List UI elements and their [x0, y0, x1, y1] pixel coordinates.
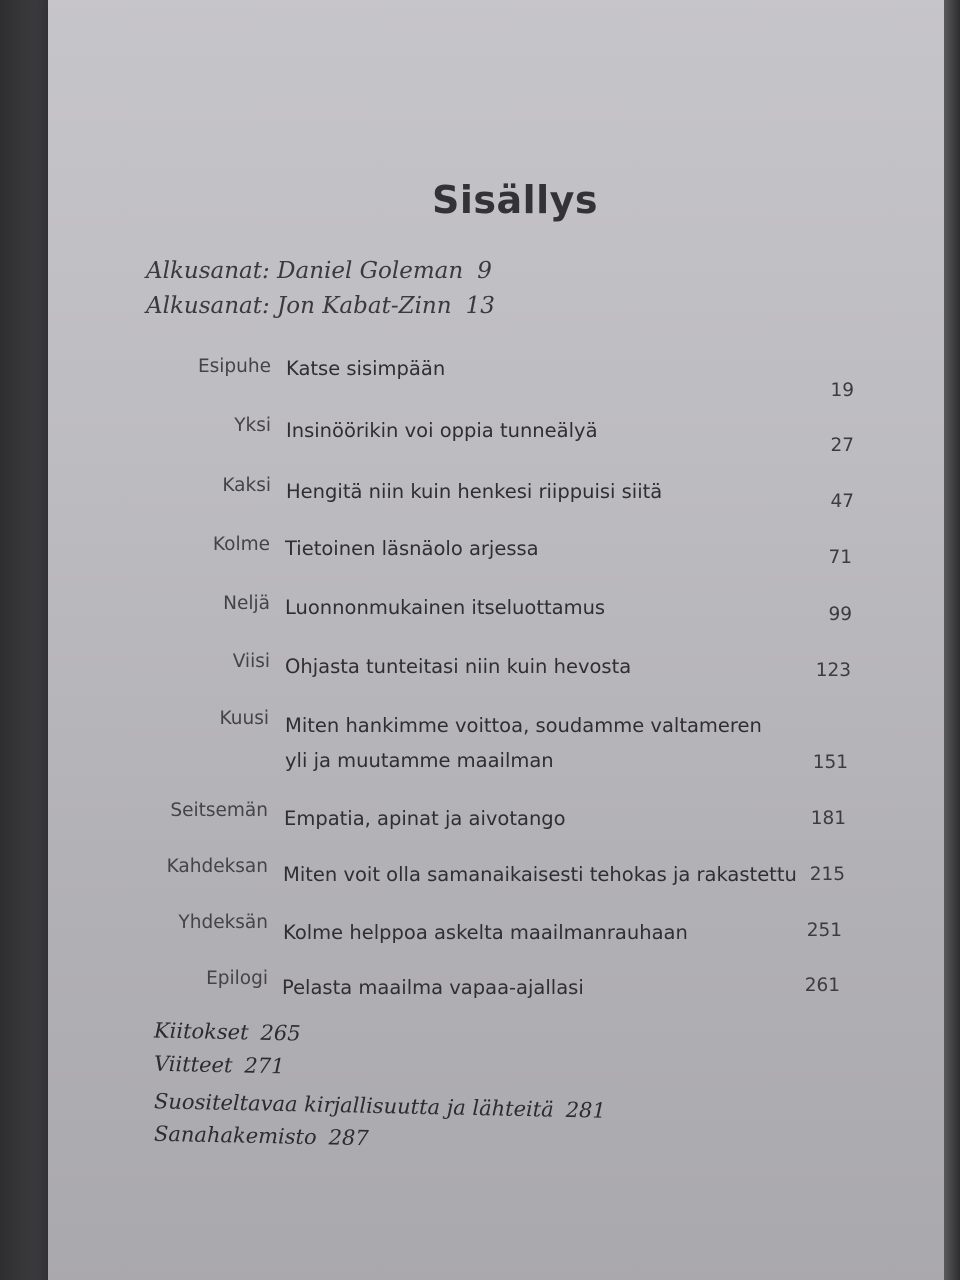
chapter-title: Empatia, apinat ja aivotango	[284, 807, 566, 830]
chapter-page-number: 215	[809, 864, 845, 885]
chapter-page-number: 47	[830, 491, 854, 512]
chapter-page-number: 71	[828, 547, 852, 568]
chapter-label: Kolme	[212, 534, 270, 555]
chapter-title: Insinöörikin voi oppia tunneälyä	[286, 419, 598, 442]
chapter-title: Ohjasta tunteitasi niin kuin hevosta	[285, 655, 632, 678]
back-matter-page-number: 287	[328, 1125, 369, 1151]
chapter-label: Yhdeksän	[178, 912, 268, 933]
back-matter-label: Viitteet	[153, 1051, 233, 1078]
foreword-page-number: 9	[477, 258, 492, 284]
chapter-label: Kahdeksan	[166, 856, 268, 877]
chapter-page-number: 251	[806, 920, 842, 941]
chapter-page-number: 19	[830, 380, 854, 401]
back-matter-page-number: 271	[244, 1053, 285, 1079]
chapter-title: Kolme helppoa askelta maailmanrauhaan	[283, 921, 688, 944]
chapter-title: Luonnonmukainen itseluottamus	[285, 596, 606, 619]
chapter-page-number: 181	[810, 808, 846, 829]
chapter-page-number: 123	[815, 660, 851, 681]
chapter-label: Neljä	[223, 593, 270, 614]
back-matter-label: Sanahakemisto	[153, 1121, 317, 1150]
chapter-title: Tietoinen läsnäolo arjessa	[285, 537, 539, 560]
chapter-title-continuation: yli ja muutamme maailman	[285, 749, 554, 772]
chapter-title: Hengitä niin kuin henkesi riippuisi siitä	[286, 480, 663, 503]
foreword-label: Alkusanat: Daniel Goleman	[146, 258, 464, 284]
foreword-entry	[146, 293, 495, 319]
back-matter-label: Kiitokset	[153, 1018, 249, 1045]
chapter-title: Miten hankimme voittoa, soudamme valtameren	[285, 714, 762, 737]
back-matter-entry	[154, 1052, 285, 1079]
chapter-label: Seitsemän	[170, 800, 268, 821]
chapter-label: Kuusi	[219, 708, 269, 729]
chapter-label: Epilogi	[206, 968, 268, 989]
chapter-title: Pelasta maailma vapaa-ajallasi	[282, 976, 584, 999]
chapter-label: Esipuhe	[197, 356, 271, 377]
back-matter-label: Suositeltavaa kirjallisuutta ja lähteitä	[153, 1089, 554, 1122]
foreword-label: Alkusanat: Jon Kabat-Zinn	[146, 293, 452, 319]
chapter-page-number: 151	[812, 752, 848, 773]
chapter-title: Miten voit olla samanaikaisesti tehokas ja rakastettu	[283, 863, 797, 886]
back-matter-entry	[154, 1018, 301, 1045]
back-matter-page-number: 265	[260, 1020, 301, 1046]
chapter-page-number: 99	[828, 604, 852, 625]
chapter-page-number: 261	[804, 975, 840, 996]
back-matter-page-number: 281	[565, 1097, 607, 1123]
chapter-label: Yksi	[234, 415, 271, 436]
foreword-page-number: 13	[465, 293, 495, 319]
chapter-title: Katse sisimpään	[286, 357, 446, 380]
page-title: Sisällys	[431, 178, 599, 222]
chapter-page-number: 27	[830, 435, 854, 456]
back-matter-entry	[154, 1122, 369, 1150]
chapter-label: Kaksi	[222, 475, 271, 496]
chapter-label: Viisi	[232, 651, 270, 672]
foreword-entry	[146, 258, 492, 284]
